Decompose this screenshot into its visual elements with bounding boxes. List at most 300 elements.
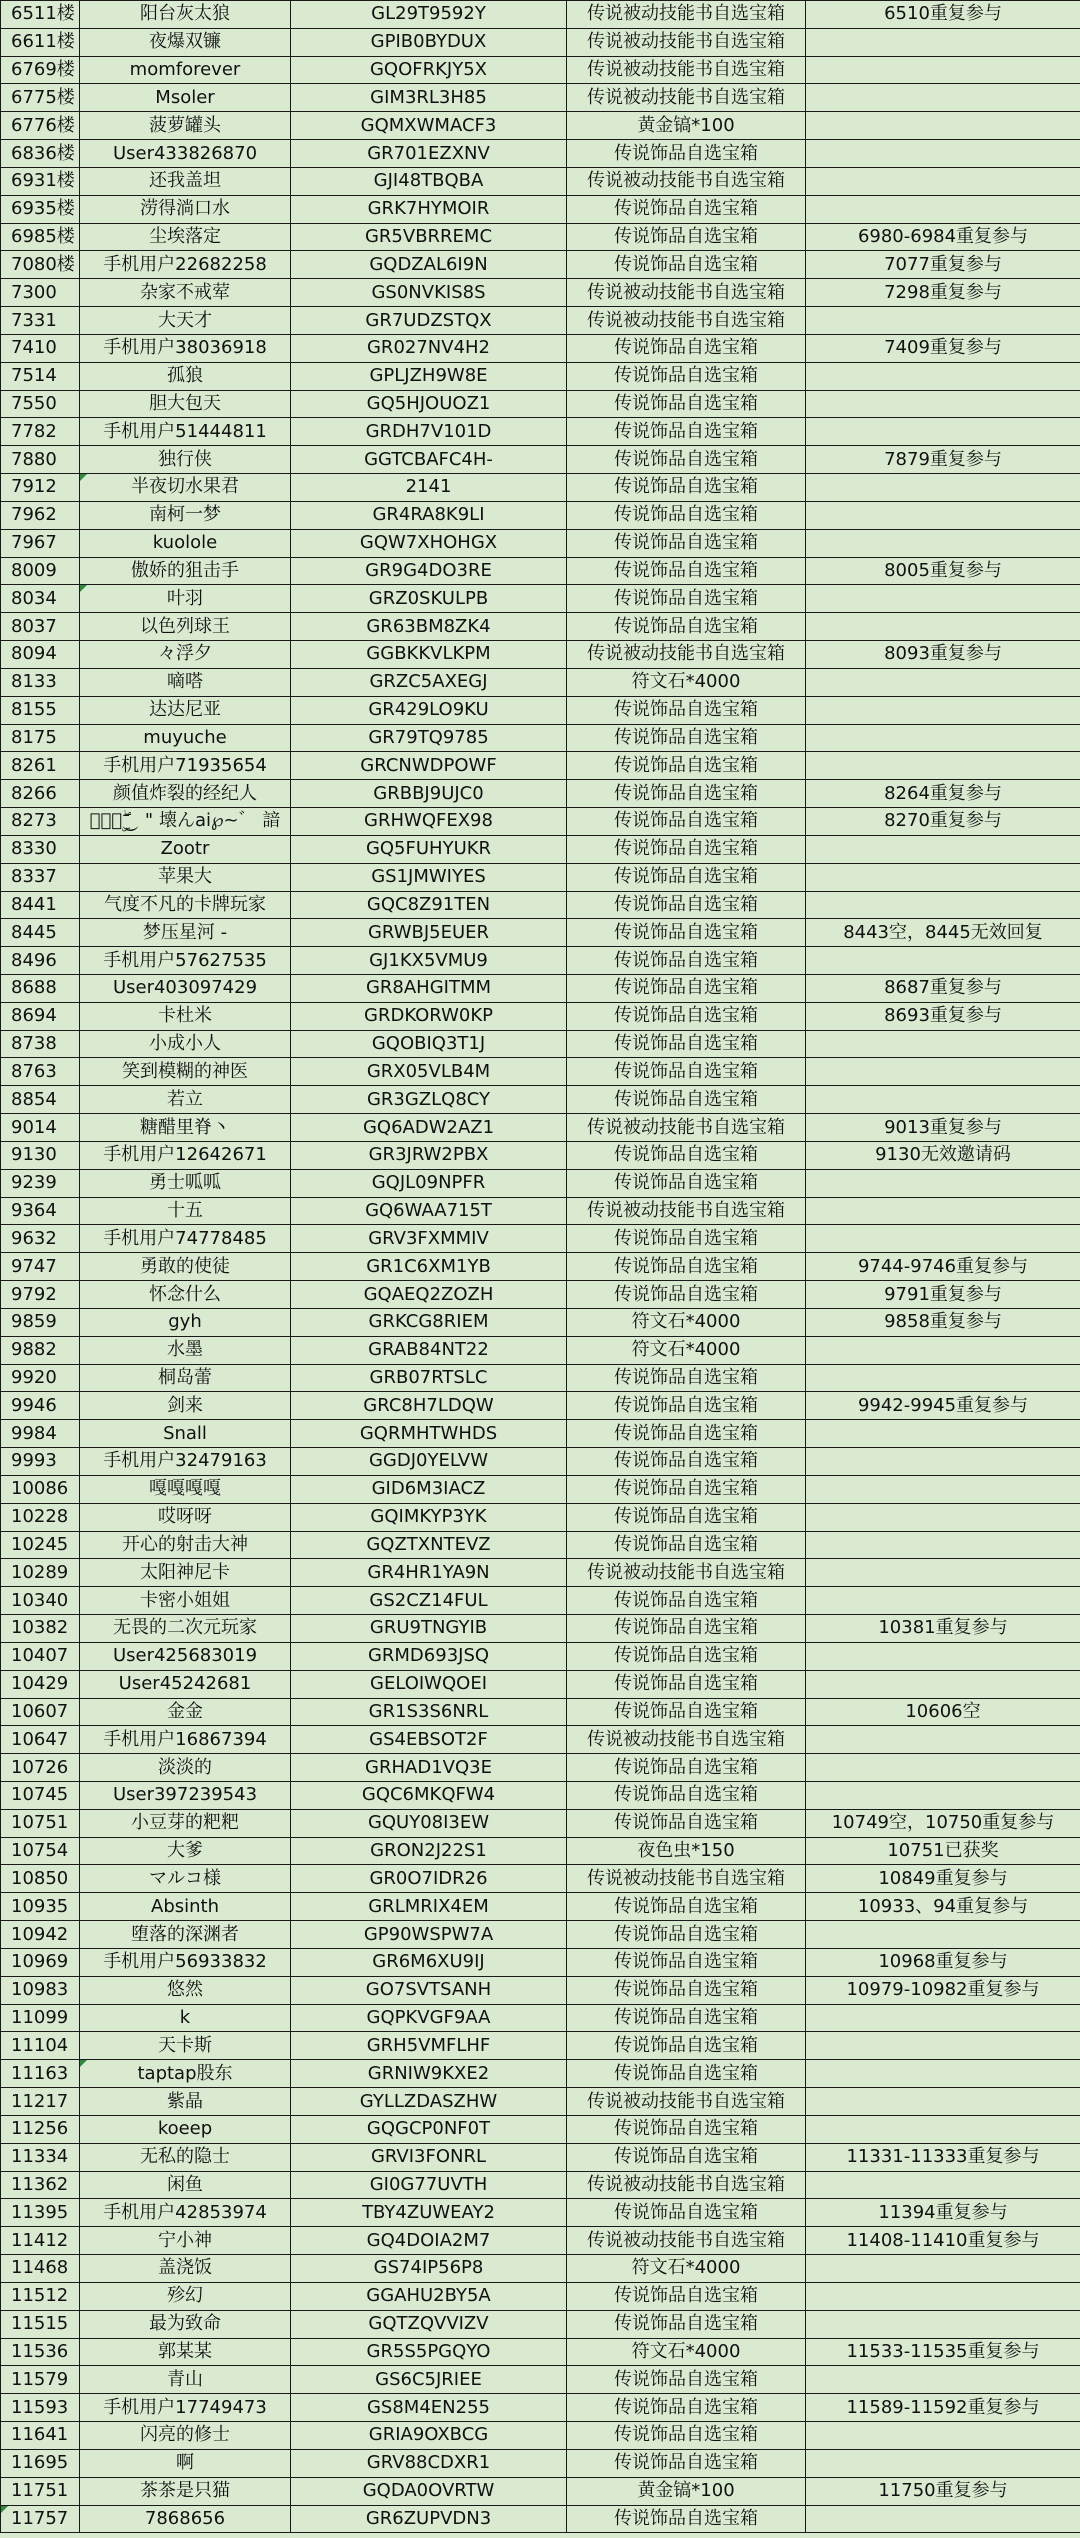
prize-cell[interactable]: 传说饰品自选宝箱 (567, 1754, 806, 1782)
username-cell[interactable]: 淡淡的 (80, 1754, 291, 1782)
username-cell[interactable]: 半夜切水果君 (80, 474, 291, 502)
invite-code-cell[interactable]: GQ4DOIA2M7 (291, 2227, 567, 2255)
prize-cell[interactable]: 传说饰品自选宝箱 (567, 696, 806, 724)
username-cell[interactable]: 闪亮的修士 (80, 2422, 291, 2450)
invite-code-cell[interactable]: GID6M3IACZ (291, 1475, 567, 1503)
note-cell[interactable]: 11589-11592重复参与 (806, 2394, 1080, 2422)
note-cell[interactable]: 9013重复参与 (806, 1114, 1080, 1142)
floor-cell[interactable]: 8094 (1, 641, 80, 669)
prize-cell[interactable]: 传说被动技能书自选宝箱 (567, 641, 806, 669)
floor-cell[interactable]: 8337 (1, 863, 80, 891)
invite-code-cell[interactable]: GR8AHGITMM (291, 974, 567, 1002)
prize-cell[interactable]: 传说饰品自选宝箱 (567, 1058, 806, 1086)
note-cell[interactable] (806, 1782, 1080, 1810)
floor-cell[interactable]: 7410 (1, 334, 80, 362)
prize-cell[interactable]: 传说被动技能书自选宝箱 (567, 1559, 806, 1587)
invite-code-cell[interactable]: GRCNWDPOWF (291, 752, 567, 780)
note-cell[interactable] (806, 2255, 1080, 2283)
note-cell[interactable] (806, 362, 1080, 390)
username-cell[interactable]: 7868656 (80, 2505, 291, 2533)
invite-code-cell[interactable]: GP90WSPW7A (291, 1921, 567, 1949)
note-cell[interactable]: 8093重复参与 (806, 641, 1080, 669)
username-cell[interactable]: 手机用户17749473 (80, 2394, 291, 2422)
prize-cell[interactable]: 传说饰品自选宝箱 (567, 501, 806, 529)
username-cell[interactable]: 以色列球王 (80, 613, 291, 641)
invite-code-cell[interactable]: GR701EZXNV (291, 140, 567, 168)
username-cell[interactable]: kuolole (80, 529, 291, 557)
note-cell[interactable] (806, 1475, 1080, 1503)
floor-cell[interactable]: 7514 (1, 362, 80, 390)
floor-cell[interactable]: 10754 (1, 1837, 80, 1865)
invite-code-cell[interactable]: GR5VBRREMC (291, 223, 567, 251)
username-cell[interactable]: 水墨 (80, 1336, 291, 1364)
username-cell[interactable]: muyuche (80, 724, 291, 752)
prize-cell[interactable]: 符文石*4000 (567, 1308, 806, 1336)
floor-cell[interactable]: 10289 (1, 1559, 80, 1587)
prize-cell[interactable]: 传说被动技能书自选宝箱 (567, 2227, 806, 2255)
floor-cell[interactable]: 10407 (1, 1642, 80, 1670)
prize-cell[interactable]: 传说被动技能书自选宝箱 (567, 2088, 806, 2116)
prize-cell[interactable]: 传说饰品自选宝箱 (567, 974, 806, 1002)
note-cell[interactable] (806, 2422, 1080, 2450)
floor-cell[interactable]: 9859 (1, 1308, 80, 1336)
invite-code-cell[interactable]: GR7UDZSTQX (291, 307, 567, 335)
prize-cell[interactable]: 传说饰品自选宝箱 (567, 835, 806, 863)
username-cell[interactable]: 若立 (80, 1086, 291, 1114)
invite-code-cell[interactable]: GRV88CDXR1 (291, 2449, 567, 2477)
username-cell[interactable]: 手机用户38036918 (80, 334, 291, 362)
floor-cell[interactable]: 10983 (1, 1976, 80, 2004)
invite-code-cell[interactable]: GRU9TNGYIB (291, 1615, 567, 1643)
invite-code-cell[interactable]: GR4HR1YA9N (291, 1559, 567, 1587)
prize-cell[interactable]: 传说饰品自选宝箱 (567, 1782, 806, 1810)
prize-cell[interactable]: 传说饰品自选宝箱 (567, 1086, 806, 1114)
floor-cell[interactable]: 10745 (1, 1782, 80, 1810)
username-cell[interactable]: 手机用户51444811 (80, 418, 291, 446)
floor-cell[interactable]: 11217 (1, 2088, 80, 2116)
username-cell[interactable]: 哎呀呀 (80, 1503, 291, 1531)
floor-cell[interactable]: 8155 (1, 696, 80, 724)
username-cell[interactable]: 勇敢的使徒 (80, 1253, 291, 1281)
invite-code-cell[interactable]: GR027NV4H2 (291, 334, 567, 362)
prize-cell[interactable]: 传说饰品自选宝箱 (567, 390, 806, 418)
note-cell[interactable] (806, 112, 1080, 140)
username-cell[interactable]: 々浮夕 (80, 641, 291, 669)
invite-code-cell[interactable]: GRB07RTSLC (291, 1364, 567, 1392)
floor-cell[interactable]: 11512 (1, 2282, 80, 2310)
invite-code-cell[interactable]: GS74IP56P8 (291, 2255, 567, 2283)
floor-cell[interactable]: 6775楼 (1, 84, 80, 112)
invite-code-cell[interactable]: GJ1KX5VMU9 (291, 947, 567, 975)
prize-cell[interactable]: 传说饰品自选宝箱 (567, 1392, 806, 1420)
username-cell[interactable]: 啊 (80, 2449, 291, 2477)
username-cell[interactable]: taptap股东 (80, 2060, 291, 2088)
prize-cell[interactable]: 传说饰品自选宝箱 (567, 362, 806, 390)
note-cell[interactable] (806, 835, 1080, 863)
floor-cell[interactable]: 8330 (1, 835, 80, 863)
invite-code-cell[interactable]: GR5S5PGQYO (291, 2338, 567, 2366)
invite-code-cell[interactable]: GR63BM8ZK4 (291, 613, 567, 641)
prize-cell[interactable]: 传说饰品自选宝箱 (567, 529, 806, 557)
username-cell[interactable]: 夜爆双镰 (80, 28, 291, 56)
invite-code-cell[interactable]: GRKCG8RIEM (291, 1308, 567, 1336)
username-cell[interactable]: 堕落的深渊者 (80, 1921, 291, 1949)
floor-cell[interactable]: 10935 (1, 1893, 80, 1921)
invite-code-cell[interactable]: GQMXWMACF3 (291, 112, 567, 140)
prize-cell[interactable]: 传说饰品自选宝箱 (567, 1893, 806, 1921)
prize-cell[interactable]: 传说饰品自选宝箱 (567, 2366, 806, 2394)
invite-code-cell[interactable]: GR6M6XU9IJ (291, 1948, 567, 1976)
prize-cell[interactable]: 传说饰品自选宝箱 (567, 724, 806, 752)
note-cell[interactable] (806, 1364, 1080, 1392)
invite-code-cell[interactable]: GRZC5AXEGJ (291, 668, 567, 696)
invite-code-cell[interactable]: GGBKKVLKPM (291, 641, 567, 669)
prize-cell[interactable]: 传说饰品自选宝箱 (567, 223, 806, 251)
username-cell[interactable]: 闲鱼 (80, 2171, 291, 2199)
floor-cell[interactable]: 6836楼 (1, 140, 80, 168)
note-cell[interactable] (806, 529, 1080, 557)
username-cell[interactable]: マルコ様 (80, 1865, 291, 1893)
floor-cell[interactable]: 11579 (1, 2366, 80, 2394)
floor-cell[interactable]: 7967 (1, 529, 80, 557)
prize-cell[interactable]: 传说饰品自选宝箱 (567, 1948, 806, 1976)
invite-code-cell[interactable]: GR429LO9KU (291, 696, 567, 724)
username-cell[interactable]: 天卡斯 (80, 2032, 291, 2060)
note-cell[interactable] (806, 418, 1080, 446)
floor-cell[interactable]: 10429 (1, 1670, 80, 1698)
floor-cell[interactable]: 9882 (1, 1336, 80, 1364)
note-cell[interactable] (806, 1448, 1080, 1476)
invite-code-cell[interactable]: GQPKVGF9AA (291, 2004, 567, 2032)
username-cell[interactable]: koeep (80, 2115, 291, 2143)
prize-cell[interactable]: 传说被动技能书自选宝箱 (567, 1197, 806, 1225)
note-cell[interactable]: 7077重复参与 (806, 251, 1080, 279)
note-cell[interactable]: 9744-9746重复参与 (806, 1253, 1080, 1281)
floor-cell[interactable]: 10751 (1, 1809, 80, 1837)
floor-cell[interactable]: 9946 (1, 1392, 80, 1420)
username-cell[interactable]: 紫晶 (80, 2088, 291, 2116)
invite-code-cell[interactable]: GRK7HYMOIR (291, 195, 567, 223)
note-cell[interactable] (806, 167, 1080, 195)
invite-code-cell[interactable]: GRHAD1VQ3E (291, 1754, 567, 1782)
note-cell[interactable] (806, 2366, 1080, 2394)
prize-cell[interactable]: 传说被动技能书自选宝箱 (567, 2171, 806, 2199)
note-cell[interactable]: 11408-11410重复参与 (806, 2227, 1080, 2255)
floor-cell[interactable]: 8694 (1, 1002, 80, 1030)
prize-cell[interactable]: 传说饰品自选宝箱 (567, 1531, 806, 1559)
username-cell[interactable]: 笑到模糊的神医 (80, 1058, 291, 1086)
prize-cell[interactable]: 传说被动技能书自选宝箱 (567, 56, 806, 84)
invite-code-cell[interactable]: GR0O7IDR26 (291, 1865, 567, 1893)
username-cell[interactable]: 茶茶是只猫 (80, 2477, 291, 2505)
invite-code-cell[interactable]: GQOFRKJY5X (291, 56, 567, 84)
note-cell[interactable]: 9130无效邀请码 (806, 1141, 1080, 1169)
prize-cell[interactable]: 传说饰品自选宝箱 (567, 2143, 806, 2171)
invite-code-cell[interactable]: GQTZQVVIZV (291, 2310, 567, 2338)
username-cell[interactable]: 颜值炸裂的经纪人 (80, 780, 291, 808)
prize-cell[interactable]: 传说饰品自选宝箱 (567, 613, 806, 641)
invite-code-cell[interactable]: GQOBIQ3T1J (291, 1030, 567, 1058)
note-cell[interactable]: 10933、94重复参与 (806, 1893, 1080, 1921)
note-cell[interactable]: 11394重复参与 (806, 2199, 1080, 2227)
note-cell[interactable]: 8270重复参与 (806, 808, 1080, 836)
note-cell[interactable] (806, 28, 1080, 56)
prize-cell[interactable]: 传说饰品自选宝箱 (567, 2282, 806, 2310)
note-cell[interactable] (806, 863, 1080, 891)
floor-cell[interactable]: 6611楼 (1, 28, 80, 56)
prize-cell[interactable]: 传说饰品自选宝箱 (567, 752, 806, 780)
prize-cell[interactable]: 传说饰品自选宝箱 (567, 919, 806, 947)
prize-cell[interactable]: 传说饰品自选宝箱 (567, 474, 806, 502)
floor-cell[interactable]: 11641 (1, 2422, 80, 2450)
prize-cell[interactable]: 符文石*4000 (567, 2338, 806, 2366)
invite-code-cell[interactable]: GQ6ADW2AZ1 (291, 1114, 567, 1142)
note-cell[interactable] (806, 390, 1080, 418)
note-cell[interactable] (806, 1587, 1080, 1615)
note-cell[interactable] (806, 668, 1080, 696)
username-cell[interactable]: Absinth (80, 1893, 291, 1921)
username-cell[interactable]: 苹果大 (80, 863, 291, 891)
note-cell[interactable]: 9791重复参与 (806, 1281, 1080, 1309)
invite-code-cell[interactable]: GR79TQ9785 (291, 724, 567, 752)
floor-cell[interactable]: 7331 (1, 307, 80, 335)
note-cell[interactable] (806, 585, 1080, 613)
floor-cell[interactable]: 8273 (1, 808, 80, 836)
prize-cell[interactable]: 传说被动技能书自选宝箱 (567, 1, 806, 29)
floor-cell[interactable]: 10850 (1, 1865, 80, 1893)
prize-cell[interactable]: 传说饰品自选宝箱 (567, 585, 806, 613)
username-cell[interactable]: 气度不凡的卡牌玩家 (80, 891, 291, 919)
username-cell[interactable]: 最为致命 (80, 2310, 291, 2338)
prize-cell[interactable]: 传说饰品自选宝箱 (567, 1420, 806, 1448)
prize-cell[interactable]: 传说饰品自选宝箱 (567, 1364, 806, 1392)
invite-code-cell[interactable]: GRBBJ9UJC0 (291, 780, 567, 808)
note-cell[interactable]: 10968重复参与 (806, 1948, 1080, 1976)
floor-cell[interactable]: 9632 (1, 1225, 80, 1253)
username-cell[interactable]: 小豆芽的粑粑 (80, 1809, 291, 1837)
username-cell[interactable]: 手机用户71935654 (80, 752, 291, 780)
username-cell[interactable]: 嘎嘎嘎嘎 (80, 1475, 291, 1503)
invite-code-cell[interactable]: GRC8H7LDQW (291, 1392, 567, 1420)
note-cell[interactable] (806, 1086, 1080, 1114)
username-cell[interactable]: 孤狼 (80, 362, 291, 390)
prize-cell[interactable]: 黄金镐*100 (567, 112, 806, 140)
invite-code-cell[interactable]: GRIA9OXBCG (291, 2422, 567, 2450)
username-cell[interactable]: 十五 (80, 1197, 291, 1225)
floor-cell[interactable]: 10969 (1, 1948, 80, 1976)
invite-code-cell[interactable]: GQAEQ2ZOZH (291, 1281, 567, 1309)
username-cell[interactable]: 大爹 (80, 1837, 291, 1865)
username-cell[interactable]: 达达尼亚 (80, 696, 291, 724)
floor-cell[interactable]: 10086 (1, 1475, 80, 1503)
prize-cell[interactable]: 传说饰品自选宝箱 (567, 2310, 806, 2338)
prize-cell[interactable]: 黄金镐*100 (567, 2477, 806, 2505)
prize-cell[interactable]: 传说饰品自选宝箱 (567, 891, 806, 919)
note-cell[interactable]: 7409重复参与 (806, 334, 1080, 362)
note-cell[interactable] (806, 474, 1080, 502)
invite-code-cell[interactable]: GELOIWQOEI (291, 1670, 567, 1698)
note-cell[interactable]: 9942-9945重复参与 (806, 1392, 1080, 1420)
floor-cell[interactable]: 7550 (1, 390, 80, 418)
invite-code-cell[interactable]: GRZ0SKULPB (291, 585, 567, 613)
invite-code-cell[interactable]: GQ6WAA715T (291, 1197, 567, 1225)
username-cell[interactable]: 叶羽 (80, 585, 291, 613)
floor-cell[interactable]: 7080楼 (1, 251, 80, 279)
note-cell[interactable] (806, 140, 1080, 168)
floor-cell[interactable]: 11695 (1, 2449, 80, 2477)
username-cell[interactable]: 青山 (80, 2366, 291, 2394)
username-cell[interactable]: 殄幻 (80, 2282, 291, 2310)
username-cell[interactable]: 怀念什么 (80, 1281, 291, 1309)
floor-cell[interactable]: 6511楼 (1, 1, 80, 29)
invite-code-cell[interactable]: GQW7XHOHGX (291, 529, 567, 557)
invite-code-cell[interactable]: GS8M4EN255 (291, 2394, 567, 2422)
prize-cell[interactable]: 传说饰品自选宝箱 (567, 1698, 806, 1726)
prize-cell[interactable]: 传说饰品自选宝箱 (567, 2394, 806, 2422)
note-cell[interactable]: 11750重复参与 (806, 2477, 1080, 2505)
note-cell[interactable] (806, 1559, 1080, 1587)
invite-code-cell[interactable]: GQRMHTWHDS (291, 1420, 567, 1448)
floor-cell[interactable]: 11395 (1, 2199, 80, 2227)
username-cell[interactable]: 手机用户12642671 (80, 1141, 291, 1169)
floor-cell[interactable]: 10382 (1, 1615, 80, 1643)
note-cell[interactable]: 10606空 (806, 1698, 1080, 1726)
note-cell[interactable] (806, 1670, 1080, 1698)
username-cell[interactable]: 手机用户16867394 (80, 1726, 291, 1754)
note-cell[interactable] (806, 1754, 1080, 1782)
prize-cell[interactable]: 传说饰品自选宝箱 (567, 863, 806, 891)
prize-cell[interactable]: 传说饰品自选宝箱 (567, 2115, 806, 2143)
invite-code-cell[interactable]: GO7SVTSANH (291, 1976, 567, 2004)
invite-code-cell[interactable]: TBY4ZUWEAY2 (291, 2199, 567, 2227)
username-cell[interactable]: gyh (80, 1308, 291, 1336)
floor-cell[interactable]: 11515 (1, 2310, 80, 2338)
note-cell[interactable]: 10751已获奖 (806, 1837, 1080, 1865)
note-cell[interactable] (806, 1336, 1080, 1364)
floor-cell[interactable]: 9920 (1, 1364, 80, 1392)
note-cell[interactable] (806, 2505, 1080, 2533)
username-cell[interactable]: 卡杜米 (80, 1002, 291, 1030)
username-cell[interactable]: k (80, 2004, 291, 2032)
floor-cell[interactable]: 6935楼 (1, 195, 80, 223)
prize-cell[interactable]: 传说饰品自选宝箱 (567, 1809, 806, 1837)
floor-cell[interactable]: 6776楼 (1, 112, 80, 140)
username-cell[interactable]: Snall (80, 1420, 291, 1448)
invite-code-cell[interactable]: GS1JMWIYES (291, 863, 567, 891)
floor-cell[interactable]: 8261 (1, 752, 80, 780)
note-cell[interactable] (806, 501, 1080, 529)
prize-cell[interactable]: 传说饰品自选宝箱 (567, 1002, 806, 1030)
invite-code-cell[interactable]: GRAB84NT22 (291, 1336, 567, 1364)
prize-cell[interactable]: 传说饰品自选宝箱 (567, 2449, 806, 2477)
floor-cell[interactable]: 9364 (1, 1197, 80, 1225)
prize-cell[interactable]: 传说饰品自选宝箱 (567, 251, 806, 279)
invite-code-cell[interactable]: GJI48TBQBA (291, 167, 567, 195)
prize-cell[interactable]: 传说饰品自选宝箱 (567, 1503, 806, 1531)
floor-cell[interactable]: 10942 (1, 1921, 80, 1949)
prize-cell[interactable]: 传说饰品自选宝箱 (567, 1169, 806, 1197)
note-cell[interactable] (806, 84, 1080, 112)
prize-cell[interactable]: 传说饰品自选宝箱 (567, 1030, 806, 1058)
prize-cell[interactable]: 夜色虫*150 (567, 1837, 806, 1865)
prize-cell[interactable]: 传说被动技能书自选宝箱 (567, 1726, 806, 1754)
prize-cell[interactable]: 传说饰品自选宝箱 (567, 1253, 806, 1281)
username-cell[interactable]: 手机用户22682258 (80, 251, 291, 279)
floor-cell[interactable]: 8445 (1, 919, 80, 947)
note-cell[interactable]: 8264重复参与 (806, 780, 1080, 808)
floor-cell[interactable]: 8763 (1, 1058, 80, 1086)
floor-cell[interactable]: 8009 (1, 557, 80, 585)
prize-cell[interactable]: 传说饰品自选宝箱 (567, 1225, 806, 1253)
floor-cell[interactable]: 11468 (1, 2255, 80, 2283)
username-cell[interactable]: 独行侠 (80, 446, 291, 474)
username-cell[interactable]: 郭某某 (80, 2338, 291, 2366)
note-cell[interactable]: 8693重复参与 (806, 1002, 1080, 1030)
username-cell[interactable]: 还我盖坦 (80, 167, 291, 195)
username-cell[interactable]: Msoler (80, 84, 291, 112)
prize-cell[interactable]: 传说被动技能书自选宝箱 (567, 307, 806, 335)
note-cell[interactable] (806, 2310, 1080, 2338)
invite-code-cell[interactable]: GQZTXNTEVZ (291, 1531, 567, 1559)
invite-code-cell[interactable]: GQGCP0NF0T (291, 2115, 567, 2143)
prize-cell[interactable]: 传说被动技能书自选宝箱 (567, 28, 806, 56)
username-cell[interactable]: 手机用户57627535 (80, 947, 291, 975)
note-cell[interactable] (806, 2115, 1080, 2143)
invite-code-cell[interactable]: GS4EBSOT2F (291, 1726, 567, 1754)
invite-code-cell[interactable]: GL29T9592Y (291, 1, 567, 29)
invite-code-cell[interactable]: GR3GZLQ8CY (291, 1086, 567, 1114)
invite-code-cell[interactable]: GR9G4DO3RE (291, 557, 567, 585)
floor-cell[interactable]: 11751 (1, 2477, 80, 2505)
floor-cell[interactable]: 8037 (1, 613, 80, 641)
username-cell[interactable]: 无畏的二次元玩家 (80, 1615, 291, 1643)
invite-code-cell[interactable]: GQDZAL6I9N (291, 251, 567, 279)
note-cell[interactable] (806, 1420, 1080, 1448)
note-cell[interactable] (806, 1642, 1080, 1670)
prize-cell[interactable]: 传说饰品自选宝箱 (567, 2004, 806, 2032)
note-cell[interactable] (806, 307, 1080, 335)
prize-cell[interactable]: 符文石*4000 (567, 2255, 806, 2283)
prize-cell[interactable]: 传说饰品自选宝箱 (567, 947, 806, 975)
note-cell[interactable] (806, 1921, 1080, 1949)
note-cell[interactable] (806, 56, 1080, 84)
invite-code-cell[interactable]: GRVI3FONRL (291, 2143, 567, 2171)
floor-cell[interactable]: 10726 (1, 1754, 80, 1782)
username-cell[interactable]: User403097429 (80, 974, 291, 1002)
username-cell[interactable]: 太阳神尼卡 (80, 1559, 291, 1587)
invite-code-cell[interactable]: GR4RA8K9LI (291, 501, 567, 529)
invite-code-cell[interactable]: GGAHU2BY5A (291, 2282, 567, 2310)
prize-cell[interactable]: 传说饰品自选宝箱 (567, 1921, 806, 1949)
prize-cell[interactable]: 传说饰品自选宝箱 (567, 195, 806, 223)
prize-cell[interactable]: 传说饰品自选宝箱 (567, 1976, 806, 2004)
invite-code-cell[interactable]: GQ5HJOUOZ1 (291, 390, 567, 418)
invite-code-cell[interactable]: GI0G77UVTH (291, 2171, 567, 2199)
username-cell[interactable]: User433826870 (80, 140, 291, 168)
note-cell[interactable]: 11331-11333重复参与 (806, 2143, 1080, 2171)
note-cell[interactable] (806, 2060, 1080, 2088)
prize-cell[interactable]: 传说被动技能书自选宝箱 (567, 1114, 806, 1142)
floor-cell[interactable]: 11412 (1, 2227, 80, 2255)
floor-cell[interactable]: 11593 (1, 2394, 80, 2422)
note-cell[interactable] (806, 1030, 1080, 1058)
floor-cell[interactable]: 8266 (1, 780, 80, 808)
prize-cell[interactable]: 传说饰品自选宝箱 (567, 2199, 806, 2227)
floor-cell[interactable]: 11757 (1, 2505, 80, 2533)
prize-cell[interactable]: 传说被动技能书自选宝箱 (567, 167, 806, 195)
invite-code-cell[interactable]: GRMD693JSQ (291, 1642, 567, 1670)
floor-cell[interactable]: 8441 (1, 891, 80, 919)
